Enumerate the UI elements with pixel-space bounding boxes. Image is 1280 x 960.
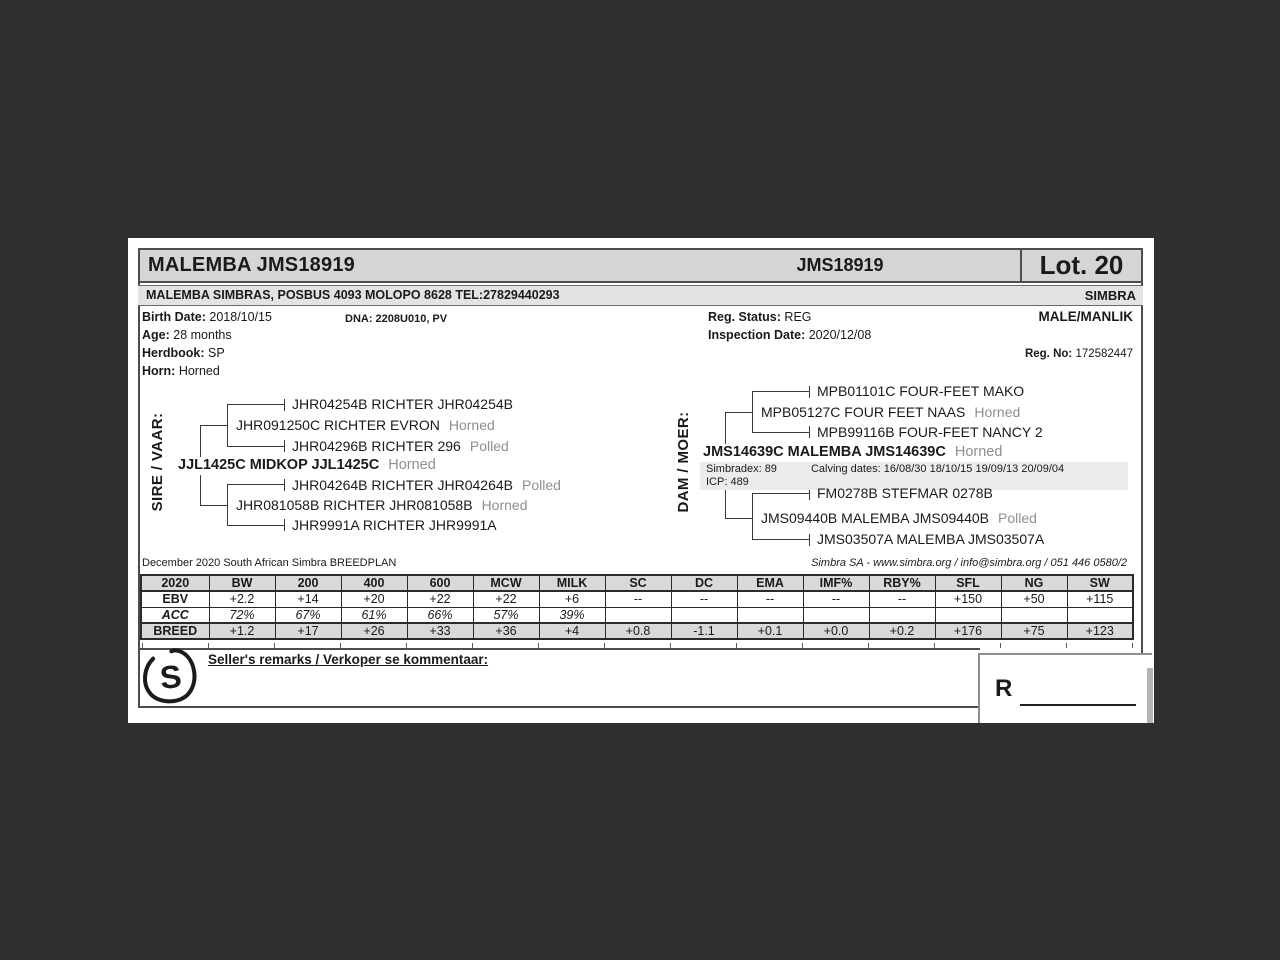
pedigree-connector: [752, 494, 753, 540]
dam-parent-1: MPB05127C FOUR FEET NAAS Horned: [761, 404, 1021, 420]
table-cell: --: [671, 591, 737, 607]
sire-grandparent-1: JHR04254B RICHTER JHR04254B: [292, 396, 513, 412]
column-header: BW: [209, 575, 275, 591]
sex-label: MALE/MANLIK: [1038, 309, 1133, 324]
table-cell: +50: [1001, 591, 1067, 607]
row-label: ACC: [141, 607, 209, 623]
pedigree-connector: [284, 399, 285, 411]
remarks-box-border: [138, 648, 980, 650]
icp-value: ICP: 489: [706, 476, 749, 488]
animal-id: JMS18919: [796, 255, 884, 275]
pedigree-connector: [725, 518, 752, 519]
pedigree-connector: [284, 440, 285, 452]
table-cell: 72%: [209, 607, 275, 623]
table-cell: +1.2: [209, 623, 275, 639]
pedigree-connector: [227, 405, 228, 447]
table-cell: +26: [341, 623, 407, 639]
column-header: MILK: [539, 575, 605, 591]
dam-grandparent-3: FM0278B STEFMAR 0278B: [817, 485, 993, 501]
dam-parent-2: JMS09440B MALEMBA JMS09440B Polled: [761, 510, 1037, 526]
dna-info: DNA: 2208U010, PV: [345, 313, 448, 325]
pedigree-connector: [284, 519, 285, 531]
pedigree-connector: [200, 475, 201, 506]
table-cell: [1001, 607, 1067, 623]
pedigree-connector: [752, 391, 810, 392]
table-cell: [671, 607, 737, 623]
calving-dates: Calving dates: 16/08/30 18/10/15 19/09/13 20/09/04: [810, 463, 1065, 475]
table-cell: +36: [473, 623, 539, 639]
dam-stats-line1: [706, 463, 1122, 476]
column-header: 400: [341, 575, 407, 591]
table-cell: 39%: [539, 607, 605, 623]
pedigree-connector: [200, 425, 227, 426]
simbra-s-logo: [141, 645, 199, 707]
breeder-contact: MALEMBA SIMBRAS, POSBUS 4093 MOLOPO 8628 TEL:27829440293: [146, 288, 560, 302]
table-cell: [869, 607, 935, 623]
column-header: 600: [407, 575, 473, 591]
column-header: MCW: [473, 575, 539, 591]
age: Age: 28 months: [142, 328, 232, 342]
pedigree-connector: [752, 432, 810, 433]
table-row-breed: [141, 623, 1133, 639]
table-cell: +4: [539, 623, 605, 639]
table-cell: +17: [275, 623, 341, 639]
column-header: SC: [605, 575, 671, 591]
table-cell: --: [869, 591, 935, 607]
dam-column-label: DAM / MOER:: [675, 411, 692, 513]
catalog-page: [128, 238, 1154, 723]
table-header-row: [141, 575, 1133, 591]
table-cell: +0.0: [803, 623, 869, 639]
table-cell: --: [737, 591, 803, 607]
pedigree-connector: [227, 446, 285, 447]
dam-grandparent-4: JMS03507A MALEMBA JMS03507A: [817, 531, 1045, 547]
table-cell: +115: [1067, 591, 1133, 607]
lot-number-cell: [1020, 250, 1141, 281]
svg-text:S: S: [158, 657, 184, 696]
table-cell: +123: [1067, 623, 1133, 639]
sire-parent-1: JHR091250C RICHTER EVRON Horned: [236, 417, 495, 433]
column-header: NG: [1001, 575, 1067, 591]
table-cell: 61%: [341, 607, 407, 623]
dam-name: JMS14639C MALEMBA JMS14639C Horned: [703, 444, 1003, 460]
table-cell: +20: [341, 591, 407, 607]
pedigree-connector: [809, 426, 810, 438]
pedigree-connector: [200, 426, 201, 457]
sire-grandparent-3: JHR04264B RICHTER JHR04264B Polled: [292, 477, 561, 493]
pedigree-connector: [725, 413, 726, 444]
table-cell: -1.1: [671, 623, 737, 639]
column-header: RBY%: [869, 575, 935, 591]
horn-status: Horn: Horned: [142, 364, 220, 378]
currency-symbol: R: [995, 675, 1013, 702]
pedigree-connector: [725, 490, 726, 519]
table-cell: +22: [407, 591, 473, 607]
pedigree-connector: [809, 534, 810, 546]
pedigree-connector: [227, 404, 285, 405]
table-cell: [803, 607, 869, 623]
dam-grandparent-2: MPB99116B FOUR-FEET NANCY 2: [817, 424, 1043, 440]
table-row-ebv: [141, 591, 1133, 607]
table-cell: +75: [1001, 623, 1067, 639]
table-cell: +14: [275, 591, 341, 607]
sire-grandparent-2: JHR04296B RICHTER 296 Polled: [292, 438, 509, 454]
reg-no: Reg. No: 172582447: [1024, 348, 1133, 360]
table-cell: 57%: [473, 607, 539, 623]
simbradex-value: Simbradex: 89: [706, 463, 777, 475]
table-cell: +6: [539, 591, 605, 607]
pedigree-connector: [809, 386, 810, 398]
breedplan-table: [140, 574, 1134, 640]
column-header: EMA: [737, 575, 803, 591]
dam-grandparent-1: MPB01101C FOUR-FEET MAKO: [817, 383, 1025, 399]
row-label: BREED: [141, 623, 209, 639]
pedigree-connector: [227, 485, 228, 526]
row-label: EBV: [141, 591, 209, 607]
column-header: DC: [671, 575, 737, 591]
table-cell: --: [605, 591, 671, 607]
herdbook: Herdbook: SP: [142, 346, 225, 360]
lot-number: Lot. 20: [1039, 250, 1124, 280]
table-cell: +0.8: [605, 623, 671, 639]
pedigree-connector: [284, 479, 285, 491]
page-title: MALEMBA JMS18919: [148, 254, 355, 276]
column-header: SFL: [935, 575, 1001, 591]
breed-name: SIMBRA: [1084, 288, 1136, 303]
table-cell: +176: [935, 623, 1001, 639]
table-cell: +33: [407, 623, 473, 639]
birth-date: Birth Date: 2018/10/15: [142, 310, 272, 324]
column-header: SW: [1067, 575, 1133, 591]
pedigree-connector: [227, 484, 285, 485]
breedplan-caption: December 2020 South African Simbra BREEDPLAN: [142, 557, 397, 569]
table-cell: 66%: [407, 607, 473, 623]
table-row-acc: [141, 607, 1133, 623]
breeder-band: [138, 285, 1143, 306]
column-header: 2020: [141, 575, 209, 591]
sire-parent-2: JHR081058B RICHTER JHR081058B Horned: [236, 497, 528, 513]
column-header: 200: [275, 575, 341, 591]
column-header: IMF%: [803, 575, 869, 591]
pedigree-connector: [227, 525, 285, 526]
pedigree-connector: [752, 493, 810, 494]
inspection-date: Inspection Date: 2020/12/08: [708, 328, 872, 342]
table-cell: [737, 607, 803, 623]
sire-grandparent-4: JHR9991A RICHTER JHR9991A: [292, 517, 497, 533]
sire-name: JJL1425C MIDKOP JJL1425C Horned: [178, 457, 436, 473]
price-box: [978, 653, 1152, 723]
header-band: [138, 248, 1143, 283]
page-edge-shadow: [1147, 668, 1153, 723]
table-cell: 67%: [275, 607, 341, 623]
pedigree-connector: [752, 392, 753, 433]
seller-remarks-label: Seller's remarks / Verkoper se kommentaar:: [208, 652, 489, 667]
pedigree-connector: [752, 539, 810, 540]
table-cell: +150: [935, 591, 1001, 607]
pedigree-connector: [200, 505, 227, 506]
table-cell: +22: [473, 591, 539, 607]
table-cell: [935, 607, 1001, 623]
table-cell: [605, 607, 671, 623]
table-cell: +2.2: [209, 591, 275, 607]
table-cell: +0.1: [737, 623, 803, 639]
sire-column-label: SIRE / VAAR:: [149, 412, 166, 512]
simbra-contact-caption: Simbra SA - www.simbra.org / info@simbra.org / 051 446 0580/2: [811, 557, 1127, 569]
price-blank-line: [1020, 704, 1136, 706]
reg-status: Reg. Status: REG: [708, 310, 812, 324]
pedigree-connector: [725, 412, 752, 413]
table-cell: --: [803, 591, 869, 607]
table-cell: +0.2: [869, 623, 935, 639]
table-cell: [1067, 607, 1133, 623]
